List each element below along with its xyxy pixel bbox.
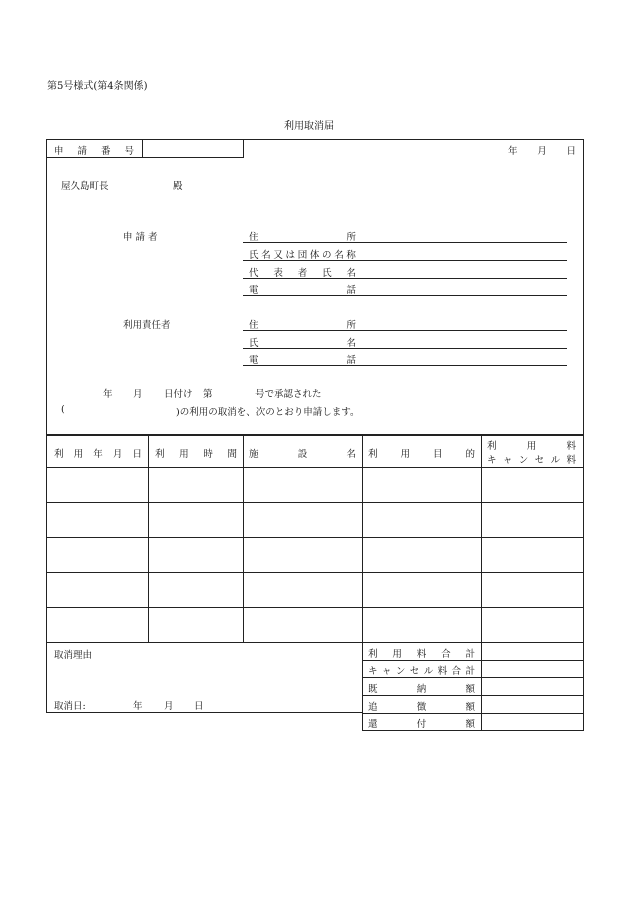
header-usage-purpose: 利 用 目 的: [368, 449, 475, 460]
responsible-name-label: 氏 名: [249, 338, 356, 349]
applicant-label: 申 請 者: [123, 232, 158, 243]
total-usage-fee-label: 利 用 料 合 計: [368, 649, 475, 660]
statement-approved: 号で承認された: [255, 389, 322, 400]
header-facility-name: 施 設 名: [249, 449, 356, 460]
totals-row-divider: [362, 713, 584, 714]
responsible-phone-label: 電 話: [249, 355, 356, 366]
applicant-representative-line[interactable]: [243, 278, 567, 279]
cancel-date-month: 月: [164, 701, 174, 712]
responsible-address-line[interactable]: [243, 330, 567, 331]
applicant-name-line[interactable]: [243, 260, 567, 261]
applicant-phone-label: 電 話: [249, 285, 356, 296]
usage-row-divider: [46, 502, 584, 503]
total-cancel-fee-label: キ ャ ン セ ル 料 合 計: [368, 666, 475, 677]
page-title: 利用取消届: [284, 121, 334, 132]
application-number-label: 申 請 番 号: [54, 146, 134, 157]
cancel-date-label: 取消日:: [54, 701, 86, 712]
cancel-reason-box[interactable]: [46, 642, 363, 713]
application-date: 年 月 日: [508, 146, 576, 157]
header-usage-date: 利 用 年 月 日: [54, 449, 142, 460]
applicant-representative-label: 代 表 者 氏 名: [249, 268, 356, 279]
responsible-address-label: 住 所: [249, 320, 356, 331]
paid-amount-label: 既 納 額: [368, 684, 475, 695]
form-number: 第5号様式(第4条関係): [47, 81, 148, 92]
applicant-address-label: 住 所: [249, 232, 356, 243]
totals-row-divider: [362, 677, 584, 678]
totals-row-divider: [362, 660, 584, 661]
totals-row-divider: [362, 695, 584, 696]
responsible-name-line[interactable]: [243, 348, 567, 349]
header-usage-time: 利 用 時 間: [155, 449, 237, 460]
application-number-field[interactable]: [142, 139, 244, 158]
addressee-name: 屋久島町長: [61, 181, 109, 192]
statement-month: 月: [133, 389, 143, 400]
refund-amount-label: 還 付 額: [368, 719, 475, 730]
header-usage-fee: 利 用 料: [487, 441, 576, 452]
usage-row-divider: [46, 537, 584, 538]
cancel-reason-label: 取消理由: [54, 650, 93, 661]
cancel-date-day: 日: [194, 701, 204, 712]
statement-year: 年: [103, 389, 113, 400]
statement-open-paren: (: [61, 404, 65, 415]
usage-row-divider: [46, 572, 584, 573]
usage-row-divider: [46, 467, 584, 468]
applicant-phone-line[interactable]: [243, 295, 567, 296]
statement-date-suffix: 日付け: [164, 389, 193, 400]
additional-charge-label: 追 徴 額: [368, 702, 475, 713]
header-cancel-fee: キ ャ ン セ ル 料: [487, 455, 576, 466]
addressee-honorific: 殿: [173, 181, 183, 192]
usage-row-divider: [46, 607, 584, 608]
statement-text: )の利用の取消を、次のとおり申請します。: [176, 407, 360, 418]
cancel-date-year: 年: [133, 701, 143, 712]
applicant-address-line[interactable]: [243, 242, 567, 243]
applicant-name-label: 氏 名 又 は 団 体 の 名 称: [249, 250, 356, 261]
statement-no-prefix: 第: [203, 389, 213, 400]
responsible-label: 利用責任者: [123, 320, 171, 331]
responsible-phone-line[interactable]: [243, 365, 567, 366]
